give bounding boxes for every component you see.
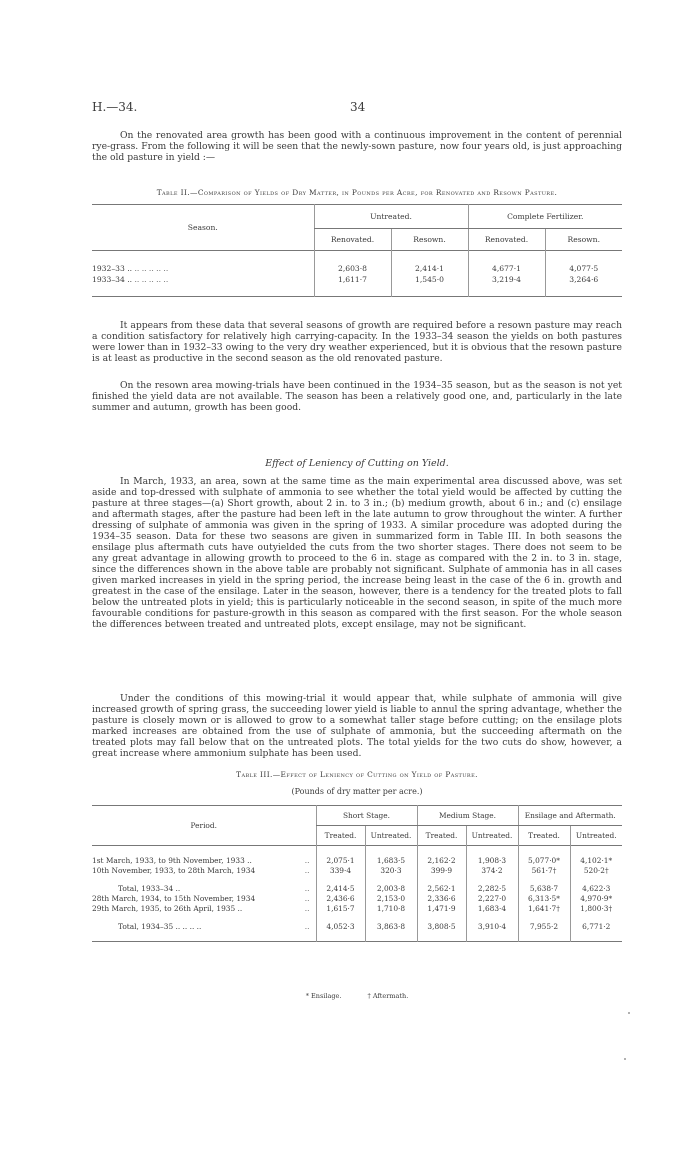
table2-subheader: Renovated. (314, 229, 391, 251)
leader-dots: .. .. .. .. .. (134, 263, 169, 273)
table-cell: 5,077·0* (518, 856, 570, 866)
leader-dots: .. .. .. .. .. (134, 274, 169, 284)
table3-footnotes (92, 992, 622, 1000)
table-cell: 2,227·0 (466, 894, 518, 904)
table-cell: 1,545·0 (391, 274, 468, 285)
table-cell: 2,162·2 (417, 856, 466, 866)
table-row (92, 884, 622, 894)
table-cell: 5,638·7 (518, 884, 570, 894)
table2-group-header-fertilizer: Complete Fertilizer. (468, 205, 622, 229)
table3-subheader: Treated. (518, 826, 570, 846)
table-cell: 7,955·2 (518, 922, 570, 932)
table-row (92, 904, 622, 914)
mowing-paragraph: On the resown area mowing-trials have been continued in the 1934–35 season, but as the season is not yet finished the yield data are not available. The season has been a relatively good one, and, particularly in the late summer and autumn, growth has been good. (92, 380, 622, 413)
table-cell: 374·2 (466, 866, 518, 876)
intro-paragraph: On the renovated area growth has been good with a continuous improvement in the content of perennial rye-grass. From the following it will be seen that the newly-sown pasture, now four years old, is just approaching the old pasture in yield :— (92, 130, 622, 163)
table-cell: 1,641·7† (518, 904, 570, 914)
table3-subcaption: (Pounds of dry matter per acre.) (291, 787, 423, 796)
footnote-aftermath: † Aftermath. (367, 992, 409, 1000)
table-cell: 1,471·9 (417, 904, 466, 914)
table2-subheader: Resown. (391, 229, 468, 251)
table-row (92, 263, 622, 274)
table2-season-label: 1933–34 .. (92, 274, 133, 284)
table-cell: 2,603·8 (314, 263, 391, 274)
table3-subheader: Untreated. (570, 826, 622, 846)
table-cell: 1,683·5 (365, 856, 417, 866)
table-row (92, 922, 622, 932)
table-cell: 4,052·3 (316, 922, 365, 932)
leader-dots: .. (304, 922, 310, 931)
table-cell: 320·3 (365, 866, 417, 876)
table-row (92, 274, 622, 285)
table-cell: 4,622·3 (570, 884, 622, 894)
table3-period-label: 29th March, 1935, to 26th April, 1935 .. (92, 904, 243, 913)
table-cell: 2,336·6 (417, 894, 466, 904)
table-cell: 2,414·5 (316, 884, 365, 894)
table3-subheader: Untreated. (365, 826, 417, 846)
leader-dots: .. (304, 894, 310, 903)
scan-speck (624, 1058, 626, 1060)
table2-season-label: 1932–33 .. (92, 263, 133, 273)
table3-caption: Table III.—Effect of Leniency of Cutting on Yield of Pasture. (236, 770, 478, 779)
table3-period-label: 1st March, 1933, to 9th November, 1933 .. (92, 856, 252, 865)
table3-group-header-medium: Medium Stage. (417, 806, 518, 826)
table-cell: 399·9 (417, 866, 466, 876)
table-cell: 4,970·9* (570, 894, 622, 904)
table-row (92, 894, 622, 904)
table-cell: 1,908·3 (466, 856, 518, 866)
table-cell: 339·4 (316, 866, 365, 876)
page-header (92, 100, 622, 116)
table-cell: 4,077·5 (545, 263, 622, 274)
table3-period-header: Period. (190, 821, 217, 830)
leader-dots: .. (304, 856, 310, 865)
march-paragraph: In March, 1933, an area, sown at the same time as the main experimental area discussed above, was set aside and top-dressed with sulphate of ammonia to see whether the total yield would be affected by cutting the pasture at three stages—(a) Short growth, about 2 in. to 3 in.; (b) medium growth, about 6 in.; and (c) ensilage and aftermath stages, after the pasture had been left in the late autumn to grow throughout the winter. A further dressing of sulphate of ammonia was given in the spring of 1933. A similar procedure was adopted during the 1934–35 season. Data for these two seasons are given in summarized form in Table III. In both seasons the ensilage plus aftermath cuts have outyielded the cuts from the two shorter stages. There does not seem to be any great advantage in allowing growth to proceed to the 6 in. stage as compared with the 2 in. to 3 in. stage, since the differences shown in the above table are probably not significant. Sulphate of ammonia has in all cases given marked increases in yield in the spring period, the increase being least in the case of the 6 in. growth and greatest in the case of the ensilage. Later in the season, however, there is a tendency for the treated plots to fall below the untreated plots in yield; this is particularly noticeable in the second season, in spite of the much more favourable conditions for pasture-growth in this season as compared with the first season. For the whole season the differences between treated and untreated plots, except ensilage, may not be significant. (92, 476, 622, 630)
table-cell: 520·2† (570, 866, 622, 876)
leader-dots: .. (304, 866, 310, 875)
conclusion-paragraph: Under the conditions of this mowing-trial it would appear that, while sulphate of ammonia will give increased growth of spring grass, the succeeding lower yield is liable to annul the spring advantage, whether the pasture is closely mown or is allowed to grow to a somewhat taller stage before cutting; on the ensilage plots marked increases are obtained from the use of sulphate of ammonia, but the succeeding aftermath on the treated plots may fall below that on the untreated plots. The total yields for the two cuts do show, however, a great increase where ammonium sulphate has been used. (92, 693, 622, 759)
page-number: 34 (350, 100, 366, 114)
table-cell: 6,313·5* (518, 894, 570, 904)
table3-subheader: Treated. (417, 826, 466, 846)
table-cell: 4,677·1 (468, 263, 545, 274)
scan-speck (628, 1012, 630, 1014)
table-cell: 1,683·4 (466, 904, 518, 914)
table-cell: 1,615·7 (316, 904, 365, 914)
table-cell: 3,219·4 (468, 274, 545, 285)
table3-subheader: Treated. (316, 826, 365, 846)
table-cell: 3,808·5 (417, 922, 466, 932)
table-cell: 2,153·0 (365, 894, 417, 904)
table3-group-header-short: Short Stage. (316, 806, 417, 826)
table3-period-label: 10th November, 1933, to 28th March, 1934 (92, 866, 256, 875)
table2-season-header: Season. (187, 223, 218, 232)
leader-dots: .. (304, 904, 310, 913)
table-row (92, 856, 622, 866)
table2 (92, 204, 622, 297)
table-cell: 1,611·7 (314, 274, 391, 285)
table-cell: 561·7† (518, 866, 570, 876)
leader-dots: .. (304, 884, 310, 893)
table3-period-label: 28th March, 1934, to 15th November, 1934 (92, 894, 256, 903)
table-cell: 3,863·8 (365, 922, 417, 932)
table-row (92, 866, 622, 876)
table2-subheader: Resown. (545, 229, 622, 251)
table-cell: 2,562·1 (417, 884, 466, 894)
table3-total-label: Total, 1933–34 .. (118, 884, 181, 893)
table-cell: 2,414·1 (391, 263, 468, 274)
seasons-paragraph: It appears from these data that several seasons of growth are required before a resown pasture may reach a condition satisfactory for relatively high carrying-capacity. In the 1933–34 season the yields on both pastures were lower than in 1932–33 owing to the very dry weather experienced, but it is obvious that the resown pasture is at least as productive in the second season as the old renovated pasture. (92, 320, 622, 364)
table2-group-header-untreated: Untreated. (314, 205, 468, 229)
table2-caption: Table II.—Comparison of Yields of Dry Matter, in Pounds per Acre, for Renovated and Resown Pasture. (156, 188, 558, 197)
table-cell: 1,710·8 (365, 904, 417, 914)
table-cell: 2,282·5 (466, 884, 518, 894)
table3-total-label: Total, 1934–35 .. .. .. .. (118, 922, 202, 931)
table-cell: 2,003·8 (365, 884, 417, 894)
footnote-ensilage: * Ensilage. (305, 992, 342, 1000)
table-cell: 4,102·1* (570, 856, 622, 866)
table3 (92, 805, 622, 942)
table-cell: 2,075·1 (316, 856, 365, 866)
table-cell: 3,910·4 (466, 922, 518, 932)
table-cell: 6,771·2 (570, 922, 622, 932)
table-cell: 3,264·6 (545, 274, 622, 285)
table2-subheader: Renovated. (468, 229, 545, 251)
table-cell: 1,800·3† (570, 904, 622, 914)
table3-group-header-ensilage: Ensilage and Aftermath. (518, 806, 622, 826)
table3-subheader: Untreated. (466, 826, 518, 846)
section-heading: Effect of Leniency of Cutting on Yield. (265, 458, 449, 469)
document-reference: H.—34. (92, 100, 138, 114)
table-cell: 2,436·6 (316, 894, 365, 904)
